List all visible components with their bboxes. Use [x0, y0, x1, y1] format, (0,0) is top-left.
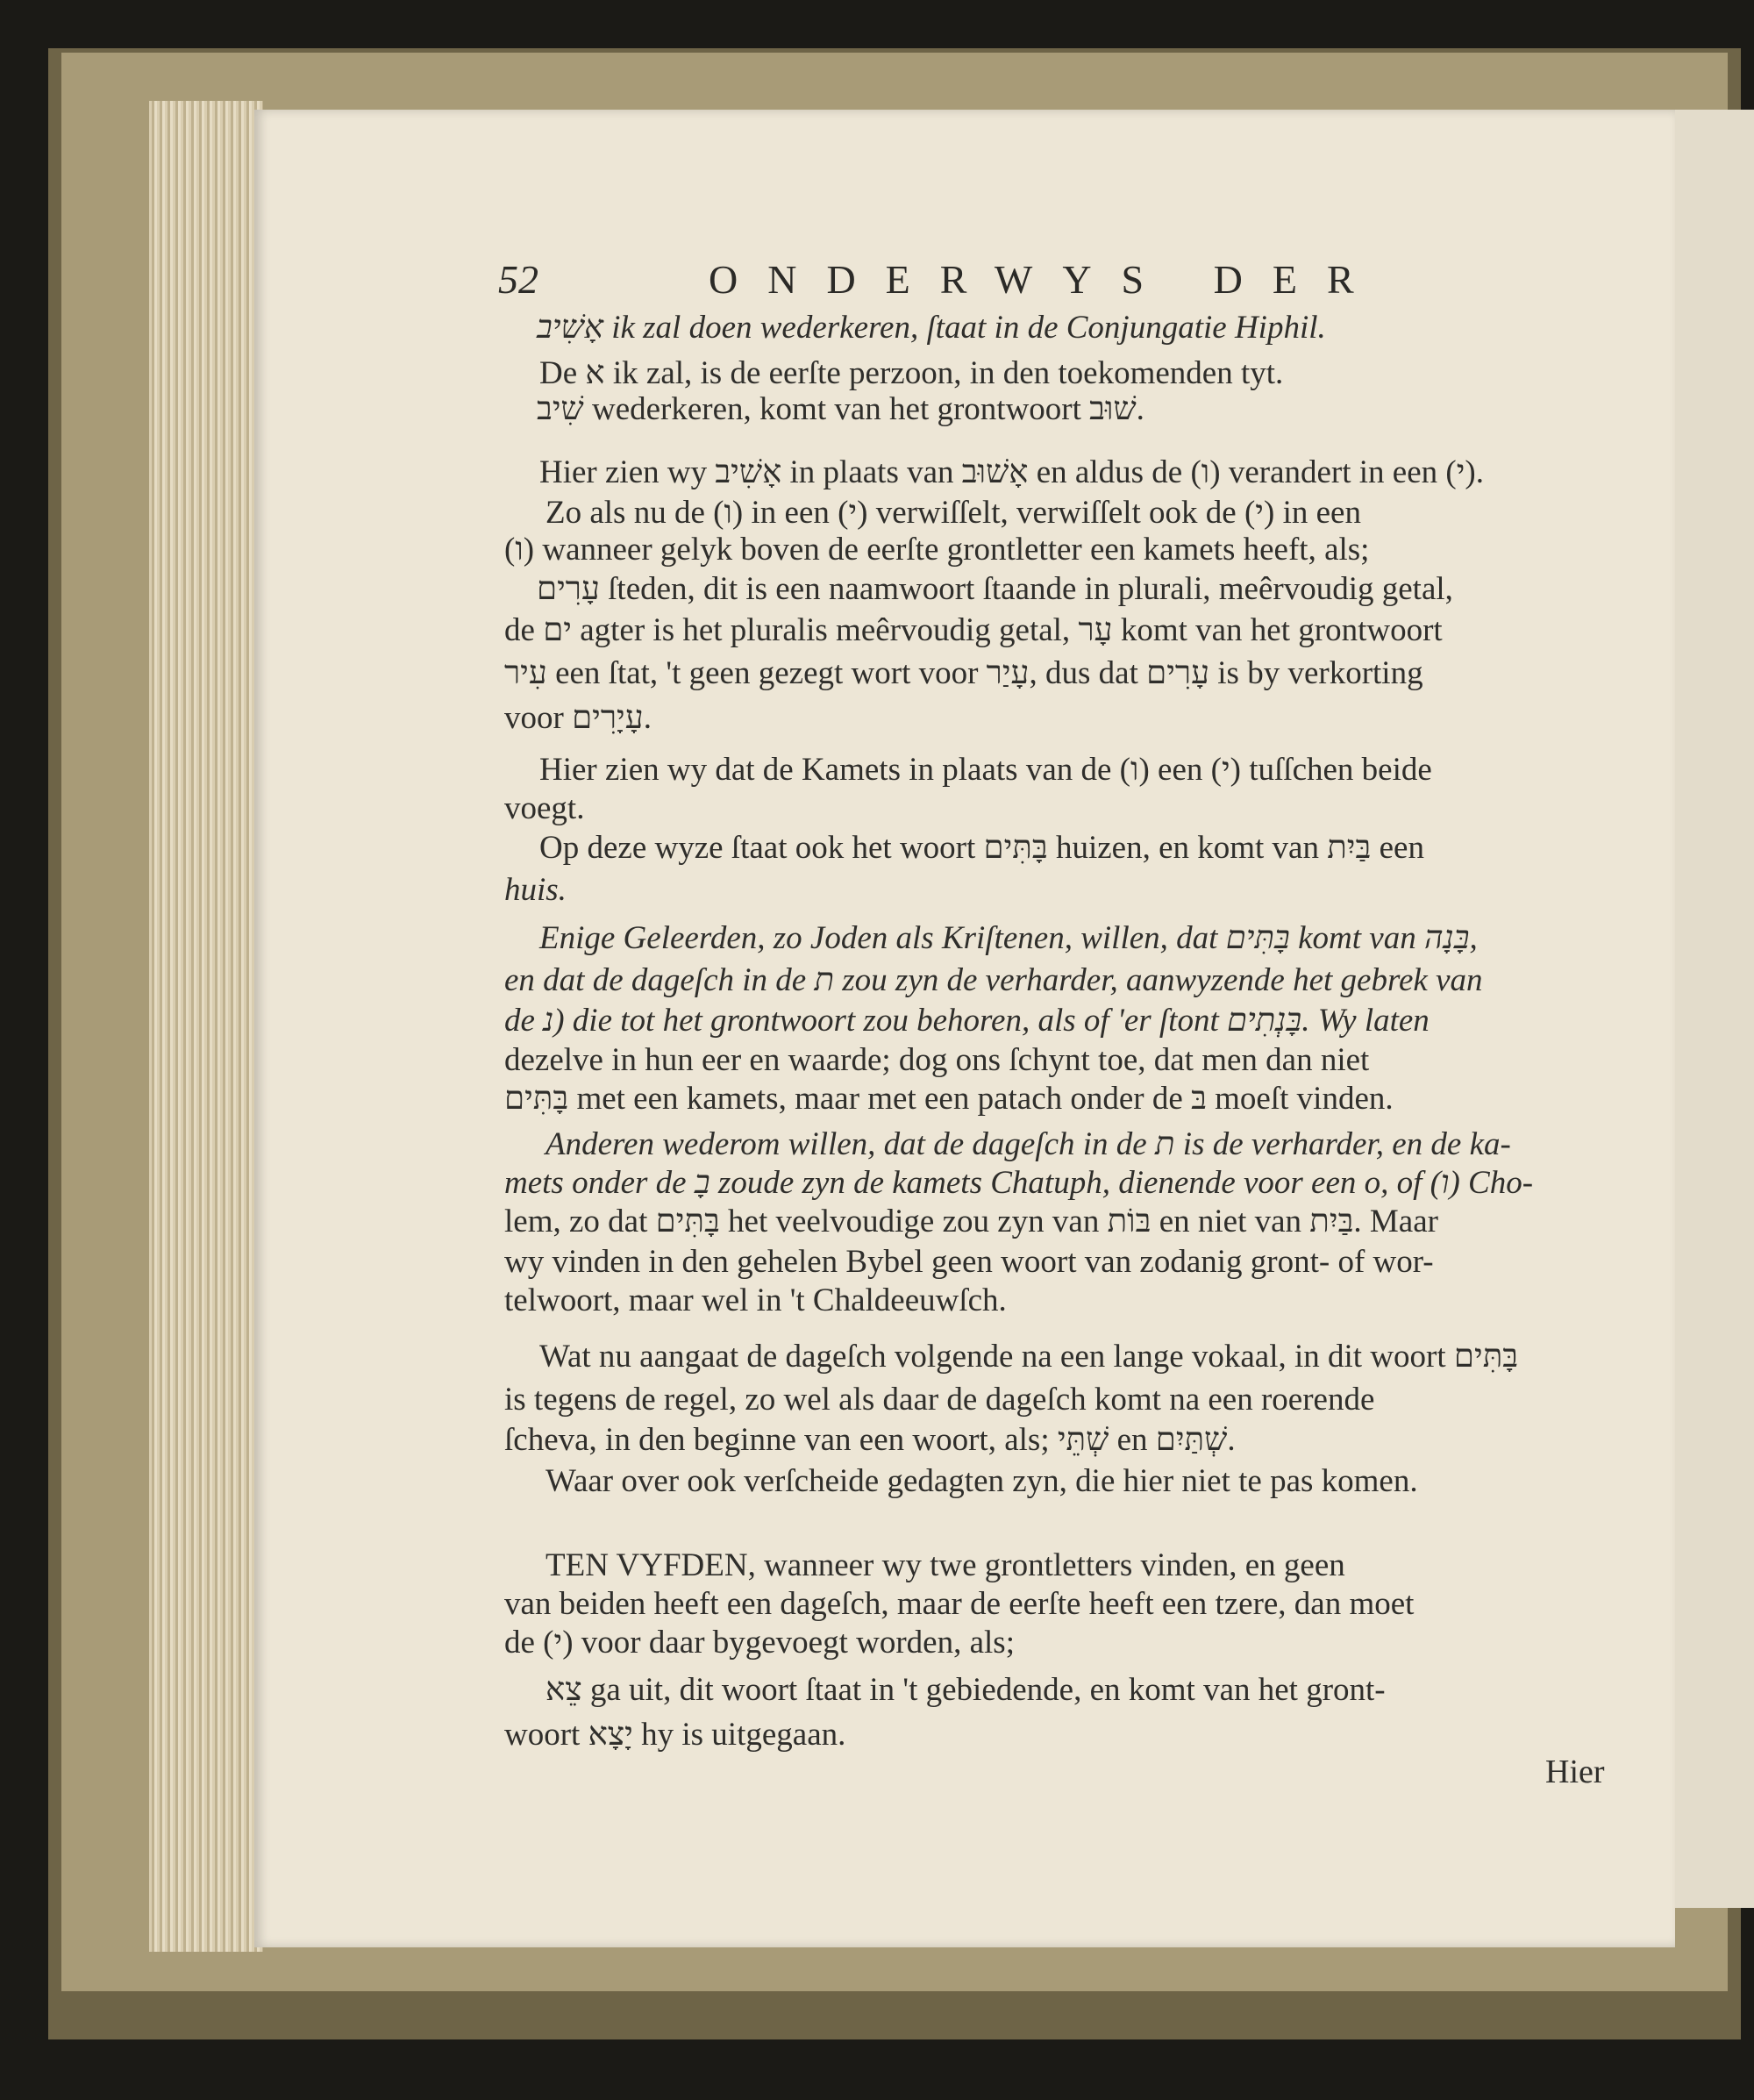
- text-line: צֵא ga uit, dit woort ſtaat in 't gebiedende, en komt van het gront-: [545, 1672, 1386, 1708]
- text-line: ſcheva, in den beginne van een woort, als; שְׁתֵּי en שְׁתַּיִם.: [504, 1422, 1236, 1458]
- text-line: voegt.: [504, 790, 585, 826]
- text-line: wy vinden in den gehelen Bybel geen woort van zodanig gront- of wor-: [504, 1244, 1434, 1280]
- text-line: Hier zien wy אָשִׁיב in plaats van אָשׁוּב en aldus de (ו) verandert in een (י).: [539, 454, 1484, 490]
- text-line: De א ik zal, is de eerſte perzoon, in den toekomenden tyt.: [539, 355, 1284, 391]
- text-line: Waar over ook verſcheide gedagten zyn, die hier niet te pas komen.: [545, 1463, 1418, 1499]
- text-line: voor עָיָרִים.: [504, 700, 652, 736]
- text-line: is tegens de regel, zo wel als daar de dageſch komt na een roerende: [504, 1382, 1375, 1418]
- text-line: Wat nu aangaat de dageſch volgende na een lange vokaal, in dit woort בָּתִּים: [539, 1339, 1519, 1375]
- text-line: en dat de dageſch in de ת zou zyn de verharder, aanwyzende het gebrek van: [504, 962, 1483, 998]
- text-line: Anderen wederom willen, dat de dageſch in de ת is de verharder, en de ka-: [545, 1126, 1511, 1162]
- text-line: huis.: [504, 872, 567, 908]
- running-head: [498, 256, 1410, 309]
- text-line: בָּתִּים met een kamets, maar met een patach onder de בּ moeſt vinden.: [504, 1081, 1394, 1117]
- text-line: אָשִׁיב ik zal doen wederkeren, ſtaat in de Conjungatie Hiphil.: [537, 310, 1326, 346]
- page-number: 52: [498, 257, 538, 302]
- facing-page-edge: [1662, 110, 1754, 1908]
- text-line: עָרִים ſteden, dit is een naamwoort ſtaande in plurali, meêrvoudig getal,: [537, 571, 1453, 607]
- text-line: Hier zien wy dat de Kamets in plaats van de (ו) een (י) tuſſchen beide: [539, 752, 1432, 788]
- text-line: (ו) wanneer gelyk boven de eerſte grontletter een kamets heeft, als;: [504, 532, 1370, 568]
- text-line: de נ) die tot het grontwoort zou behoren, als of 'er ſtont בָּנְתִים. Wy laten: [504, 1003, 1430, 1039]
- text-line: dezelve in hun eer en waarde; dog ons ſchynt toe, dat men dan niet: [504, 1042, 1370, 1078]
- text-line: TEN VYFDEN, wanneer wy twe grontletters vinden, en geen: [545, 1547, 1345, 1583]
- text-line: de (י) voor daar bygevoegt worden, als;: [504, 1625, 1015, 1661]
- text-line: mets onder de בָ zoude zyn de kamets Chatuph, dienende voor een o, of (ו) Cho-: [504, 1165, 1534, 1201]
- text-line: שִׁיב wederkeren, komt van het grontwoort שׁוּב.: [537, 391, 1144, 427]
- text-line: de ים agter is het pluralis meêrvoudig getal, עָר komt van het grontwoort: [504, 612, 1443, 648]
- text-line: woort יָצָא hy is uitgegaan.: [504, 1717, 846, 1753]
- text-line: Enige Geleerden, zo Joden als Kriſtenen, willen, dat בָּתִּים komt van בָּנָה,: [539, 920, 1478, 956]
- text-line: telwoort, maar wel in 't Chaldeeuwſch.: [504, 1282, 1007, 1318]
- catchword: Hier: [1545, 1754, 1605, 1790]
- text-line: lem, zo dat בָּתִּים het veelvoudige zou zyn van בּוֹת en niet van בַּיִת. Maar: [504, 1204, 1438, 1239]
- text-line: Zo als nu de (ו) in een (י) verwiſſelt, verwiſſelt ook de (י) in een: [545, 495, 1361, 531]
- page-title: ONDERWYS DER: [709, 257, 1384, 302]
- text-line: עִיר een ſtat, 't geen gezegt wort voor עָיַר, dus dat עָרִים is by verkorting: [504, 655, 1423, 691]
- text-line: van beiden heeft een dageſch, maar de eerſte heeft een tzere, dan moet: [504, 1586, 1415, 1622]
- page-edges: [149, 101, 263, 1952]
- text-line: Op deze wyze ſtaat ook het woort בָּתִּים huizen, en komt van בַּיִת een: [539, 830, 1424, 866]
